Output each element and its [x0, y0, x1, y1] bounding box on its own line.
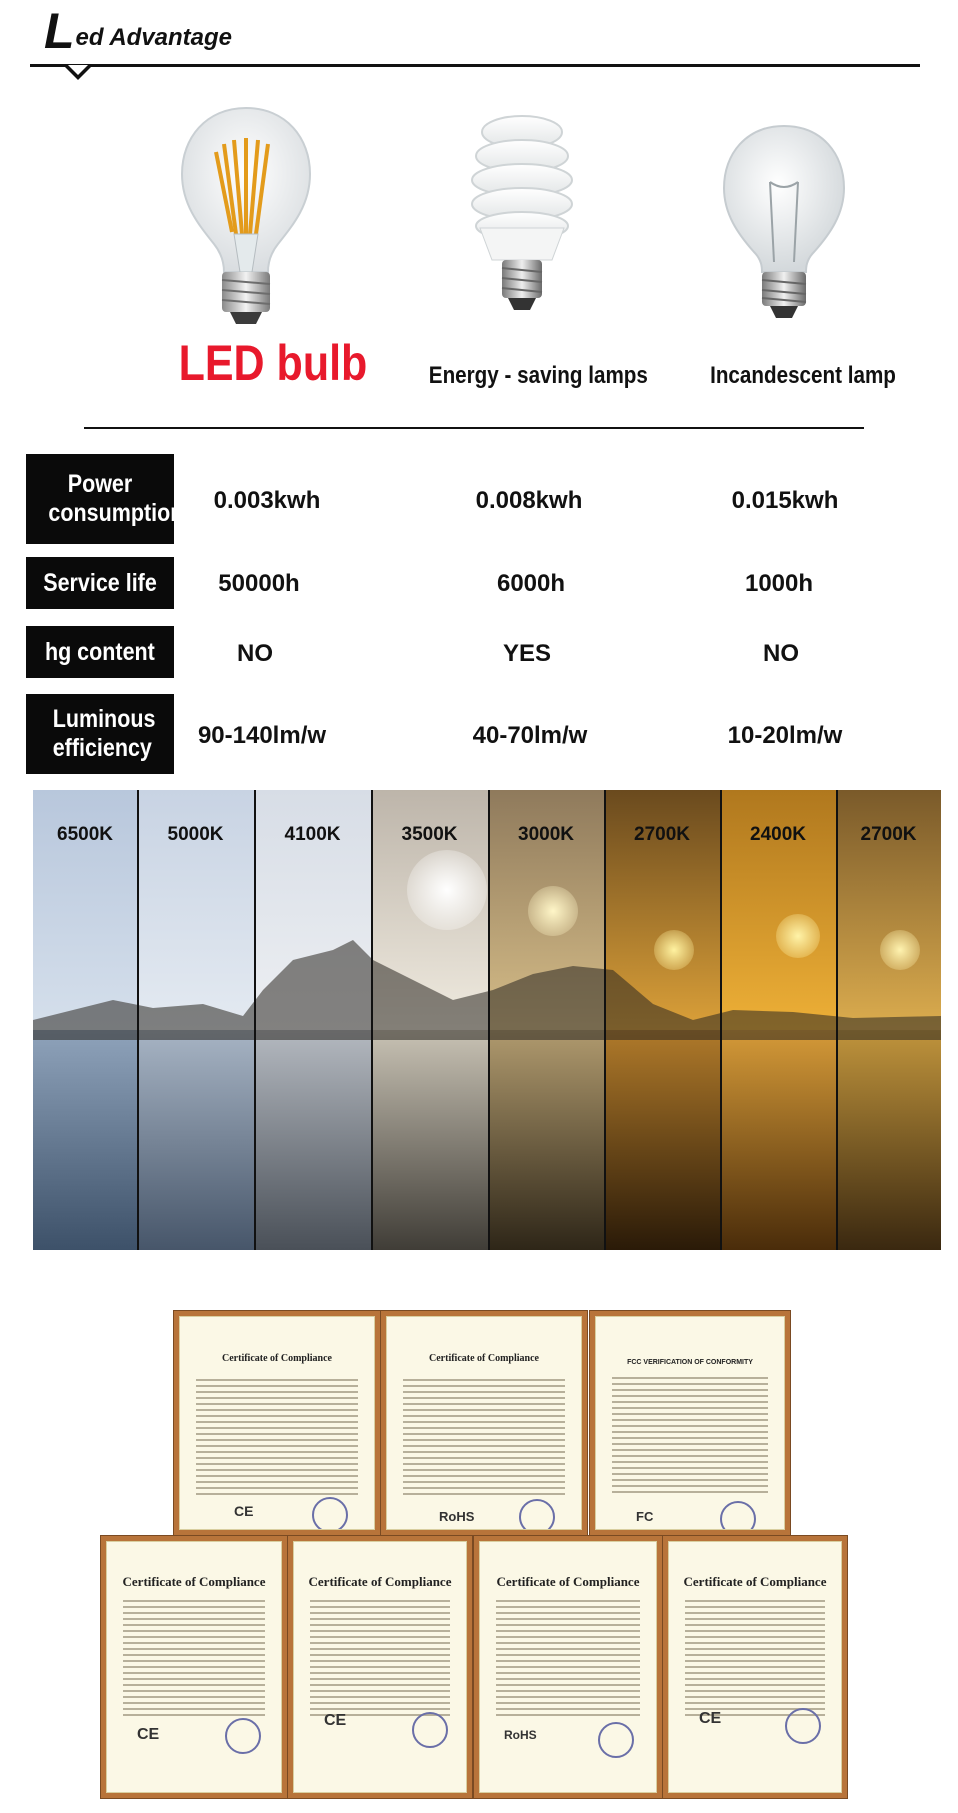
- color-temperature-strip: [33, 790, 941, 1250]
- value-cell: 0.008kwh: [475, 487, 583, 514]
- led-filament-bulb-icon: [176, 104, 316, 330]
- value-cell: 40-70lm/w: [472, 722, 588, 749]
- title-text: ed Advantage: [75, 24, 233, 51]
- seal-icon: [785, 1708, 821, 1744]
- led-bulb-label: LED bulb: [178, 335, 368, 391]
- strip-divider: [254, 790, 256, 1250]
- title-initial: L: [44, 3, 75, 59]
- strip-divider: [604, 790, 606, 1250]
- row-label-luminous-efficiency: Luminous efficiency: [26, 694, 174, 774]
- value-cell: 0.003kwh: [213, 487, 321, 514]
- seal-icon: [312, 1497, 348, 1530]
- strip-divider: [137, 790, 139, 1250]
- seal-icon: [720, 1501, 756, 1530]
- page-title: [44, 3, 233, 59]
- strip-divider: [488, 790, 490, 1250]
- section-divider: [84, 427, 864, 429]
- strip-divider: [720, 790, 722, 1250]
- ct-panel-3500k: 3500K: [371, 790, 488, 1250]
- value-cell: 0.015kwh: [731, 487, 839, 514]
- seal-icon: [225, 1718, 261, 1754]
- certificate-4: Certificate of Compliance CE: [101, 1536, 287, 1798]
- spiral-cfl-icon: [456, 110, 588, 320]
- incandescent-bulb-icon: [718, 122, 850, 322]
- ct-panel-2700k: 2700K: [604, 790, 720, 1250]
- ct-panel-3000k: 3000K: [488, 790, 604, 1250]
- value-cell: NO: [237, 640, 273, 667]
- value-cell: 50000h: [218, 570, 300, 597]
- seal-icon: [519, 1499, 555, 1530]
- certificate-5: Certificate of Compliance CE: [288, 1536, 472, 1798]
- value-cell: 1000h: [744, 570, 814, 597]
- value-cell: 10-20lm/w: [727, 722, 843, 749]
- ct-panel-2700k-b: 2700K: [836, 790, 941, 1250]
- seal-icon: [598, 1722, 634, 1758]
- certificate-2: Certificate of Compliance RoHS: [381, 1311, 587, 1535]
- seal-icon: [412, 1712, 448, 1748]
- ct-panel-6500k: 6500K: [33, 790, 137, 1250]
- value-cell: 6000h: [496, 570, 566, 597]
- value-cell: NO: [763, 640, 799, 667]
- ct-panel-4100k: 4100K: [254, 790, 371, 1250]
- energy-saving-label: Energy - saving lamps: [428, 362, 648, 389]
- header-divider: [30, 64, 920, 67]
- certificate-6: Certificate of Compliance RoHS: [474, 1536, 662, 1798]
- value-cell: 90-140lm/w: [197, 722, 327, 749]
- strip-divider: [371, 790, 373, 1250]
- certificate-3: FCC VERIFICATION OF CONFORMITY FC: [590, 1311, 790, 1535]
- certificate-7: Certificate of Compliance CE: [663, 1536, 847, 1798]
- row-label-power: Power consumption: [26, 454, 174, 544]
- ct-panel-5000k: 5000K: [137, 790, 254, 1250]
- value-cell: YES: [502, 640, 552, 667]
- certificate-1: Certificate of Compliance CE: [174, 1311, 380, 1535]
- mountain-silhouette: [33, 790, 941, 1250]
- incandescent-label: Incandescent lamp: [710, 362, 896, 389]
- header-notch: [64, 66, 92, 80]
- strip-divider: [836, 790, 838, 1250]
- row-label-hg-content: hg content: [26, 626, 174, 678]
- row-label-service-life: Service life: [26, 557, 174, 609]
- ct-panel-2400k: 2400K: [720, 790, 836, 1250]
